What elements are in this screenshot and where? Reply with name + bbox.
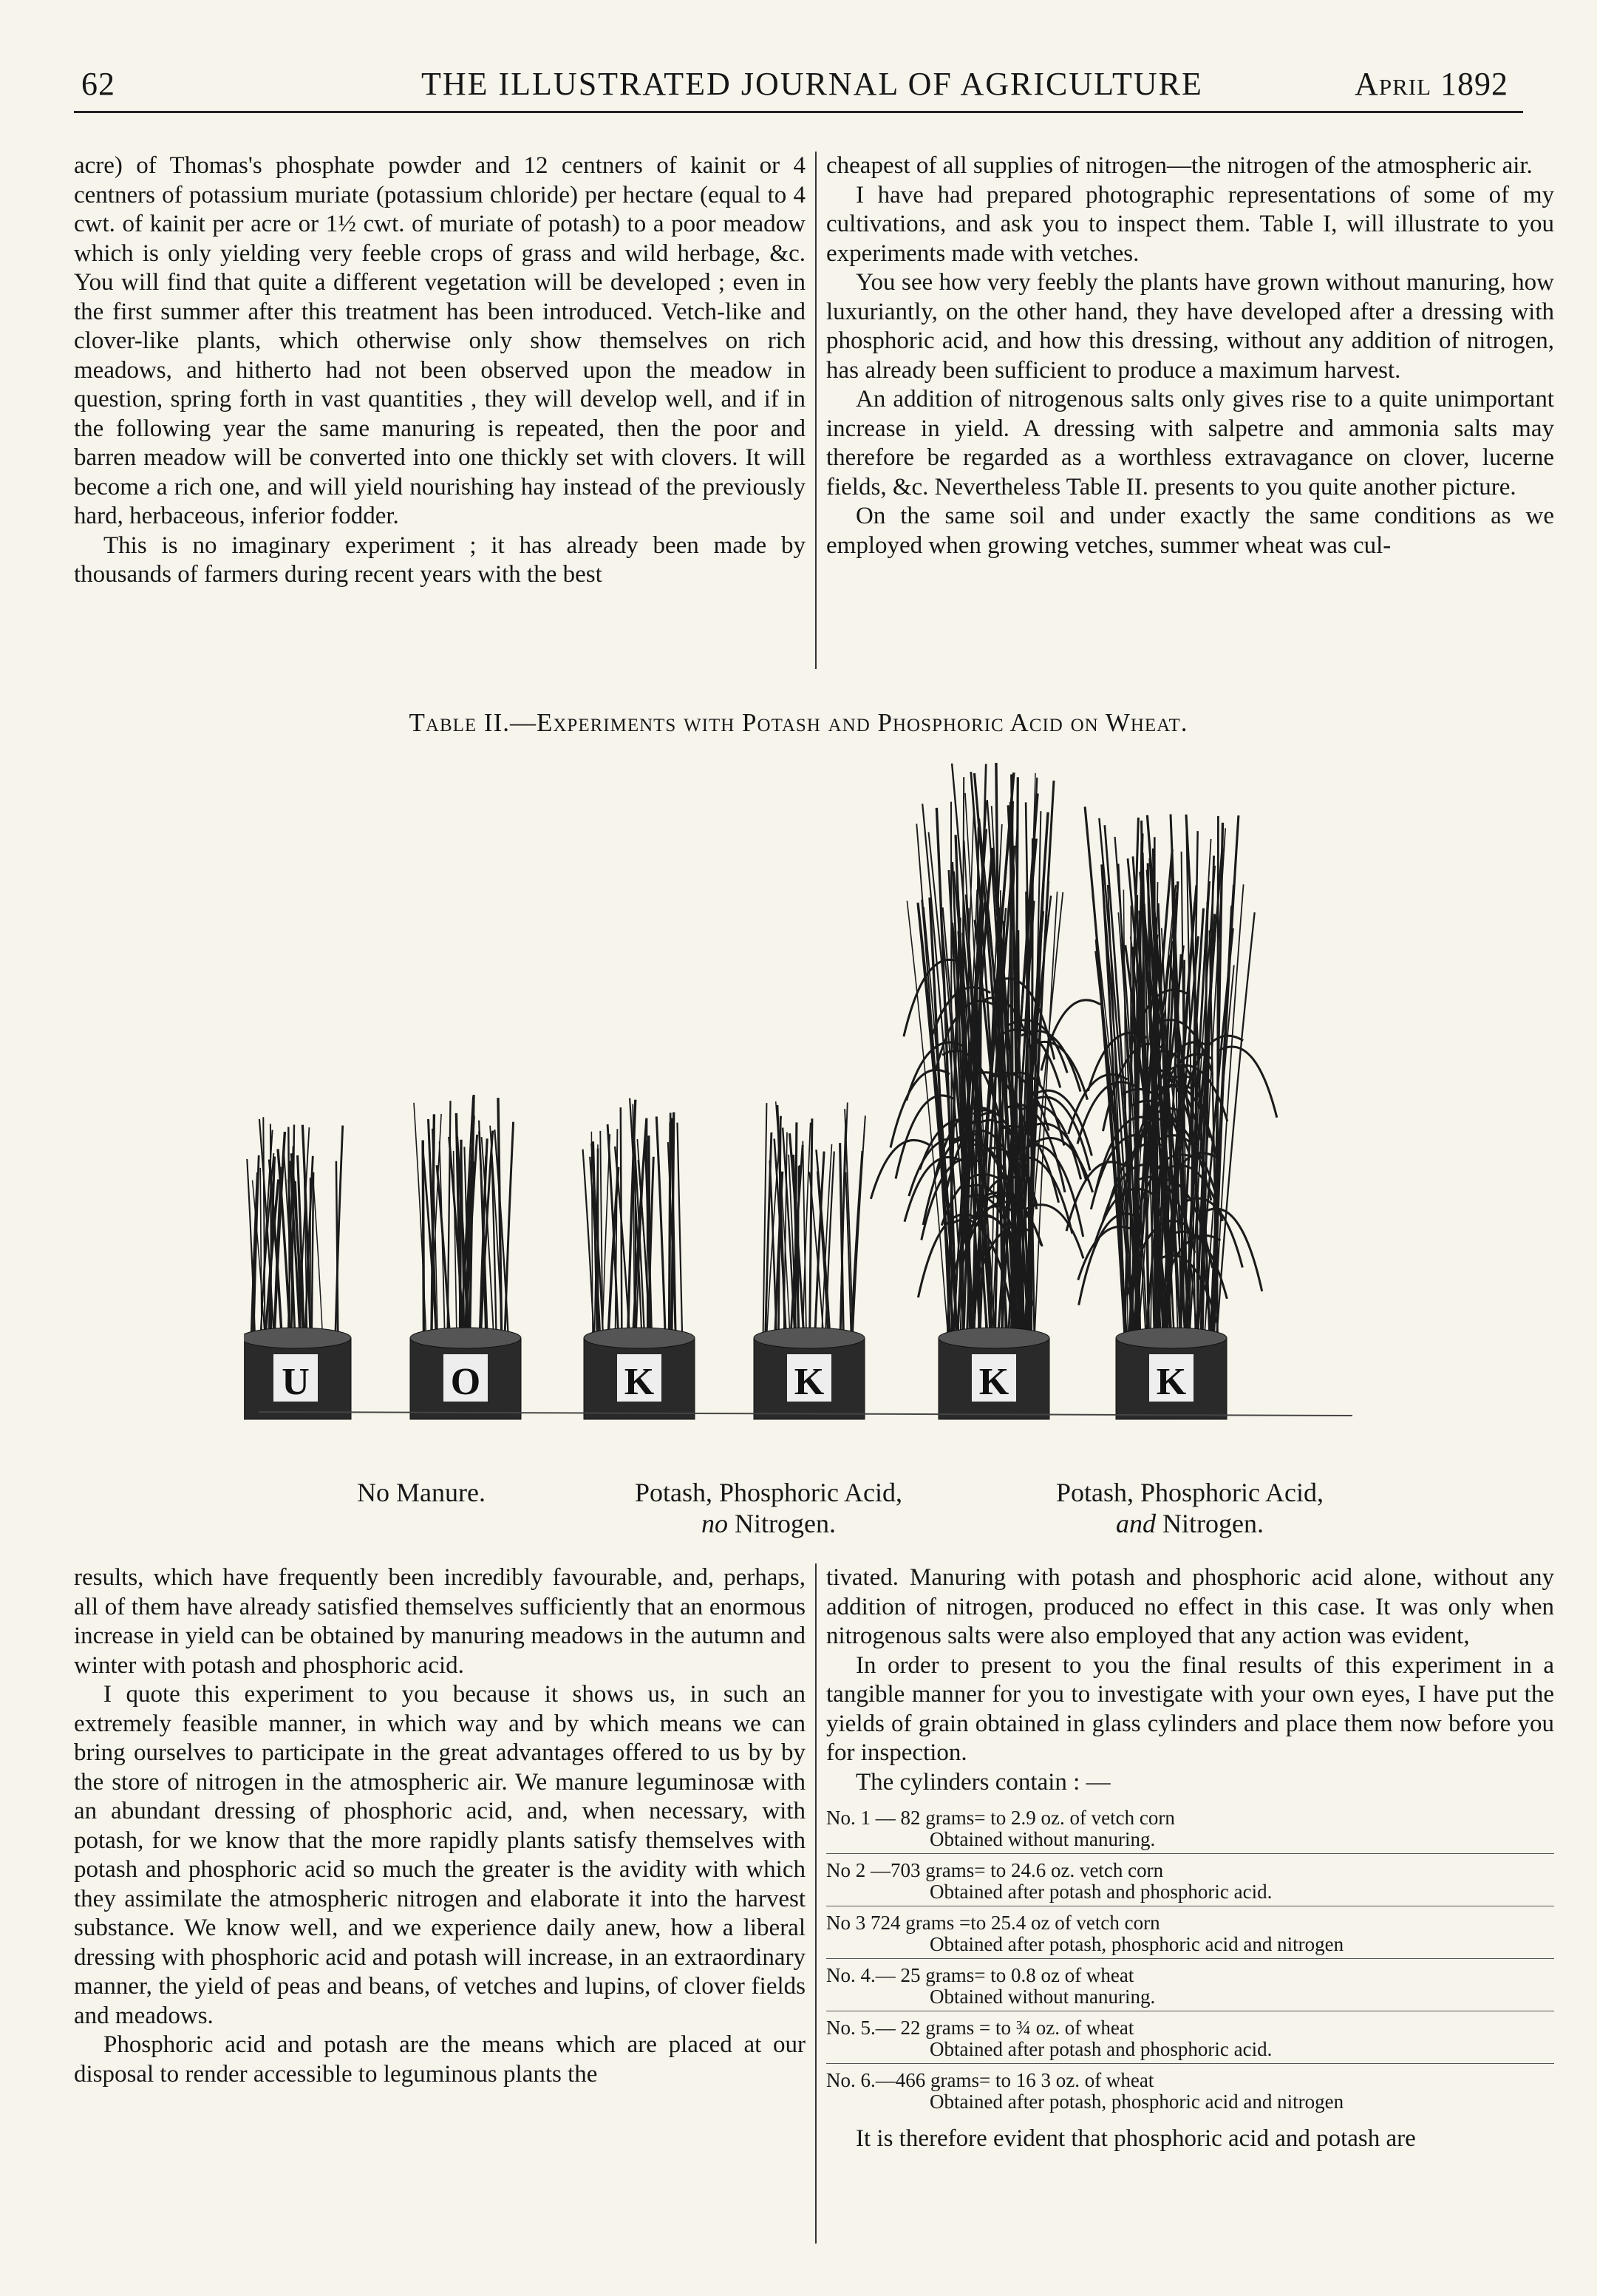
table-title: Table II.—Experiments with Potash and Phosphoric Acid on Wheat.: [409, 708, 1188, 737]
pot-letter: O: [450, 1361, 481, 1403]
paragraph: The cylinders contain : —: [856, 1768, 1111, 1796]
paragraph: results, which have frequently been incredibly favourable, and, perhaps, all of them have already satisfied themselves sufficiently that an enormous increase in yield can be obtained by manuring meadows in the autumn and winter with potash and phosphoric acid.: [74, 1564, 806, 1679]
cylinder-entry: [826, 1807, 1554, 1854]
column-divider: [815, 152, 817, 669]
pot-letter: K: [978, 1361, 1009, 1403]
top-right-column: [826, 152, 1554, 560]
paragraph: I have had prepared photographic representations of some of my cultivations, and ask you to inspect them. Table I, will illustrate to you experiments made with vetches.: [826, 181, 1554, 267]
pot-letter: K: [624, 1361, 655, 1403]
paragraph: Phosphoric acid and potash are the means which are placed at our disposal to render accessible to leguminous plants the: [74, 2031, 806, 2088]
paragraph: It is therefore evident that phosphoric acid and potash are: [856, 2125, 1416, 2152]
cylinder-treatment: Obtained without manuring.: [930, 1986, 1156, 2008]
wheat-stalk: [851, 1151, 862, 1338]
entry-rule: [826, 1853, 1554, 1854]
pot-rim: [410, 1328, 521, 1348]
cylinder-treatment: Obtained after potash and phosphoric acid.: [930, 2038, 1273, 2060]
wheat-engraving: [244, 747, 1382, 1486]
page-number: 62: [81, 66, 115, 102]
label-text: Nitrogen.: [728, 1509, 836, 1538]
label-potash-and-nitrogen: [990, 1477, 1389, 1539]
cylinder-treatment: Obtained after potash, phosphoric acid and nitrogen: [930, 2090, 1344, 2113]
cylinder-yield: No. 4.— 25 grams= to 0.8 oz of wheat: [826, 1964, 1134, 1986]
plant-pot: [754, 1328, 865, 1419]
wheat-stalk: [498, 1098, 502, 1338]
page-header: [81, 65, 1508, 109]
entry-rule: [826, 2063, 1554, 2064]
cylinder-yield: No. 5.— 22 grams = to ¾ oz. of wheat: [826, 2017, 1134, 2039]
wheat-stalk: [263, 1117, 265, 1338]
cylinder-entry: [826, 2017, 1554, 2064]
wheat-stalk: [810, 1118, 812, 1338]
cylinder-treatment: Obtained after potash and phosphoric acid.: [930, 1881, 1273, 1903]
top-left-column: [74, 152, 806, 590]
pot-rim: [754, 1328, 865, 1348]
plant-pot: [1116, 1328, 1227, 1419]
cylinder-treatment: Obtained after potash, phosphoric acid and nitrogen: [930, 1933, 1344, 1955]
plant-pot: [244, 1328, 351, 1419]
cylinder-entry: [826, 2070, 1554, 2113]
column-divider: [815, 1563, 817, 2244]
cylinder-entry: [826, 1912, 1554, 1959]
plant-pot: [410, 1328, 521, 1419]
pot-rim: [1116, 1328, 1227, 1348]
cylinder-yield: No 2 —703 grams= to 24.6 oz. vetch corn: [826, 1859, 1164, 1881]
cylinder-yield: No 3 724 grams =to 25.4 oz of vetch corn: [826, 1912, 1160, 1934]
paragraph: cheapest of all supplies of nitrogen—the nitrogen of the atmospheric air.: [826, 152, 1533, 179]
entry-rule: [826, 1958, 1554, 1959]
wheat-stalk: [853, 1115, 865, 1338]
label-text: No Manure.: [357, 1478, 486, 1507]
wheat-stalk: [454, 1151, 457, 1338]
paragraph: An addition of nitrogenous salts only gives rise to a quite unimportant increase in yield. A dressing with salpetre and ammonia salts may therefore be regarded as a worthless extravagance on clover, lucerne fields, &c. Nevertheless Table II. presents to you quite another picture.: [826, 386, 1554, 500]
wheat-stalk: [678, 1123, 683, 1338]
header-rule: [74, 111, 1523, 113]
cylinder-results-list: [826, 1807, 1554, 2113]
wheat-leaf: [871, 1140, 930, 1198]
label-no-manure: [303, 1477, 539, 1508]
paragraph: In order to present to you the final results of this experiment in a tangible manner for you to investigate with your own eyes, I have put the yields of grain obtained in glass cylinders and place them now before you for inspection.: [826, 1651, 1554, 1766]
paragraph: tivated. Manuring with potash and phosphoric acid alone, without any addition of nitrogen, produced no effect in this case. It was only when nitrogenous salts were also employed that any action was evident,: [826, 1564, 1554, 1649]
wheat-pots-illustration: [244, 747, 1382, 1486]
wheat-leaf: [1218, 1047, 1277, 1118]
wheat-stalk: [313, 1174, 322, 1338]
journal-title: THE ILLUSTRATED JOURNAL OF AGRICULTURE: [421, 66, 1203, 102]
pot-rim: [244, 1328, 351, 1348]
paragraph: I quote this experiment to you because it shows us, in such an extremely feasible manner, in which way and by which means we can bring ourselves to participate in the great advantages offered to us by by the store of nitrogen in the atmospheric air. We manure leguminosæ with an abundant dressing of phosphoric acid, and, when necessary, with potash, for we know that the more rapidly plants satisfy themselves with potash and phosphoric acid so much the greater is the avidity with which they assimilate the atmospheric nitrogen and elaborate it into the harvest substance. We know well, and we experience daily anew, how a liberal dressing with phosphoric acid and potash will increase, in an extraordinary manner, the yield of peas and beans, of vetches and lupins, of clover fields and meadows.: [74, 1681, 806, 2029]
plant-pot: [584, 1328, 695, 1419]
paragraph: acre) of Thomas's phosphate powder and 12 centners of kainit or 4 centners of potassium muriate (potassium chloride) per hectare (equal to 4 cwt. of kainit per acre or 1½ cwt. of muriate of potash) to a poor meadow which is only yielding very feeble crops of grass and wild herbage, &c. You will find that quite a different vegetation will be developed ; even in the first summer after this treatment has been introduced. Vetch-like and clover-like plants, which otherwise only show themselves on rich meadows, and hitherto had not been observed upon the meadow in question, spring forth in vast quantities , they will develop well, and if in the following year the same manuring is repeated, then the poor and barren meadow will be converted into one thickly set with clovers. It will become a rich one, and will yield nourishing hay instead of the previously hard, herbaceous, inferior fodder.: [74, 152, 806, 529]
plant-pot: [939, 1328, 1049, 1419]
label-emphasis: no: [701, 1509, 729, 1538]
bottom-right-column: [826, 1563, 1554, 2154]
wheat-stalk: [656, 1116, 665, 1338]
pot-letter: K: [1156, 1361, 1187, 1403]
pot-letter: K: [794, 1361, 825, 1403]
label-potash-no-nitrogen: [576, 1477, 961, 1539]
cylinder-entry: [826, 1965, 1554, 2011]
issue-date: April 1892: [1355, 66, 1508, 102]
cylinder-yield: No. 6.—466 grams= to 16 3 oz. of wheat: [826, 2069, 1154, 2091]
wheat-stalk: [649, 1135, 650, 1338]
cylinder-yield: No. 1 — 82 grams= to 2.9 oz. of vetch corn: [826, 1807, 1175, 1829]
pot-rim: [939, 1328, 1049, 1348]
label-text: Nitrogen.: [1156, 1509, 1264, 1538]
pot-letter: U: [282, 1361, 310, 1403]
cylinder-entry: [826, 1860, 1554, 1906]
paragraph: On the same soil and under exactly the same conditions as we employed when growing vetches, summer wheat was cul-: [826, 503, 1554, 559]
wheat-stalk: [505, 1122, 514, 1338]
pot-rim: [584, 1328, 695, 1348]
cylinder-treatment: Obtained without manuring.: [930, 1828, 1156, 1850]
label-emphasis: and: [1116, 1509, 1157, 1538]
label-text: Potash, Phosphoric Acid,: [1055, 1478, 1324, 1507]
label-text: Potash, Phosphoric Acid,: [634, 1478, 902, 1507]
bottom-left-column: [74, 1563, 806, 2089]
wheat-stalk: [312, 1172, 313, 1338]
paragraph: You see how very feebly the plants have grown without manuring, how luxuriantly, on the other hand, they have developed after a dressing with phosphoric acid, and how this dressing, without any addition of nitrogen, has already been sufficient to produce a maximum harvest.: [826, 269, 1554, 384]
paragraph: This is no imaginary experiment ; it has already been made by thousands of farmers during recent years with the best: [74, 531, 806, 588]
